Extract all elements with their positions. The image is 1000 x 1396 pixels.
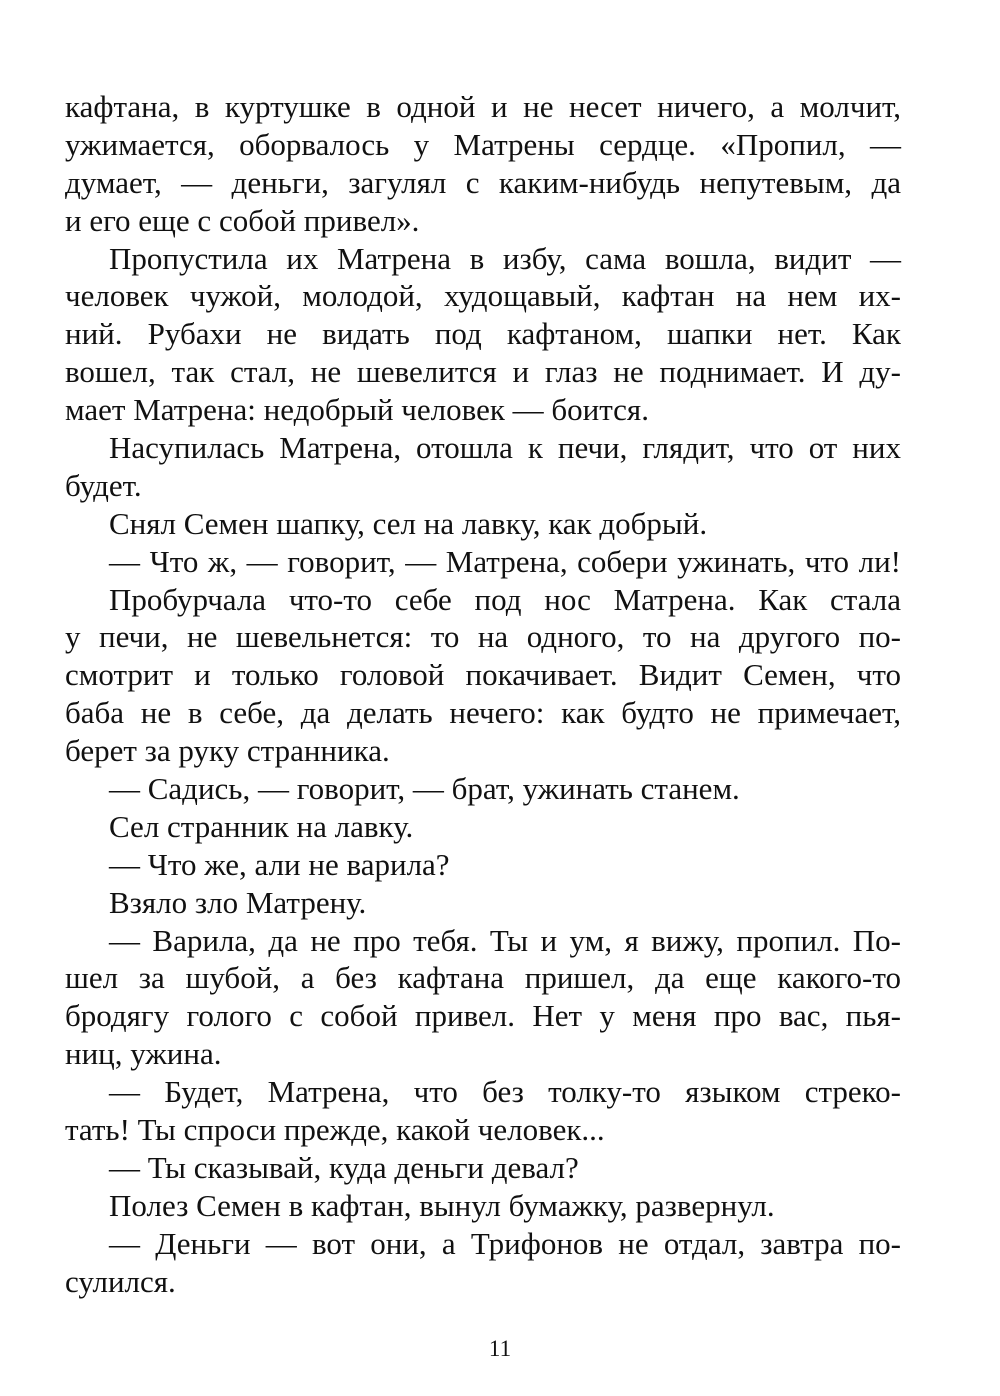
- text-line: бродягу голого с собой привел. Нет у меня про вас, пья-: [65, 998, 901, 1034]
- text-line: у печи, не шевельнется: то на одного, то на другого по-: [65, 619, 901, 655]
- text-line: мает Матрена: недобрый человек — боится.: [65, 392, 649, 428]
- text-line: — Что ж, — говорит, — Матрена, собери ужинать, что ли!: [109, 543, 901, 579]
- text-line: — Что же, али не варила?: [109, 846, 450, 882]
- text-line: думает, — деньги, загулял с каким-нибудь непутевым, да: [65, 164, 901, 200]
- text-line: человек чужой, молодой, худощавый, кафтан на нем их-: [65, 278, 901, 314]
- text-line: — Варила, да не про тебя. Ты и ум, я вижу, пропил. По-: [109, 922, 901, 958]
- text-line: баба не в себе, да делать нечего: как будто не примечает,: [65, 695, 901, 731]
- text-line: Взяло зло Матрену.: [109, 884, 367, 920]
- page-text: [65, 88, 901, 1301]
- text-line: будет.: [65, 467, 142, 503]
- text-line: Пропустила их Матрена в избу, сама вошла, видит —: [109, 240, 901, 276]
- text-line: Насупилась Матрена, отошла к печи, глядит, что от них: [109, 430, 901, 466]
- text-line: Полез Семен в кафтан, вынул бумажку, развернул.: [109, 1187, 775, 1223]
- text-line: шел за шубой, а без кафтана пришел, да еще какого-то: [65, 960, 901, 996]
- page-number: 11: [488, 1336, 512, 1361]
- text-line: — Будет, Матрена, что без толку-то языком стреко-: [109, 1074, 901, 1110]
- text-line: тать! Ты спроси прежде, какой человек...: [65, 1112, 605, 1148]
- text-line: Снял Семен шапку, сел на лавку, как добрый.: [109, 505, 708, 541]
- text-line: Пробурчала что-то себе под нос Матрена. Как стала: [109, 581, 901, 617]
- text-line: смотрит и только головой покачивает. Видит Семен, что: [65, 657, 901, 693]
- text-line: и его еще с собой привел».: [65, 202, 420, 238]
- text-line: ниц, ужина.: [65, 1036, 222, 1072]
- text-line: — Садись, — говорит, — брат, ужинать станем.: [109, 771, 740, 807]
- text-line: Сел странник на лавку.: [109, 808, 414, 844]
- text-line: сулился.: [65, 1263, 176, 1299]
- text-line: берет за руку странника.: [65, 733, 390, 769]
- text-line: — Ты сказывай, куда деньги девал?: [109, 1149, 579, 1185]
- text-line: ужимается, оборвалось у Матрены сердце. «Пропил, —: [65, 126, 901, 162]
- text-line: вошел, так стал, не шевелится и глаз не поднимает. И ду-: [65, 354, 901, 390]
- text-line: кафтана, в куртушке в одной и не несет ничего, а молчит,: [65, 89, 901, 124]
- text-line: — Деньги — вот они, а Трифонов не отдал, завтра по-: [109, 1225, 901, 1261]
- text-line: ний. Рубахи не видать под кафтаном, шапки нет. Как: [65, 316, 901, 352]
